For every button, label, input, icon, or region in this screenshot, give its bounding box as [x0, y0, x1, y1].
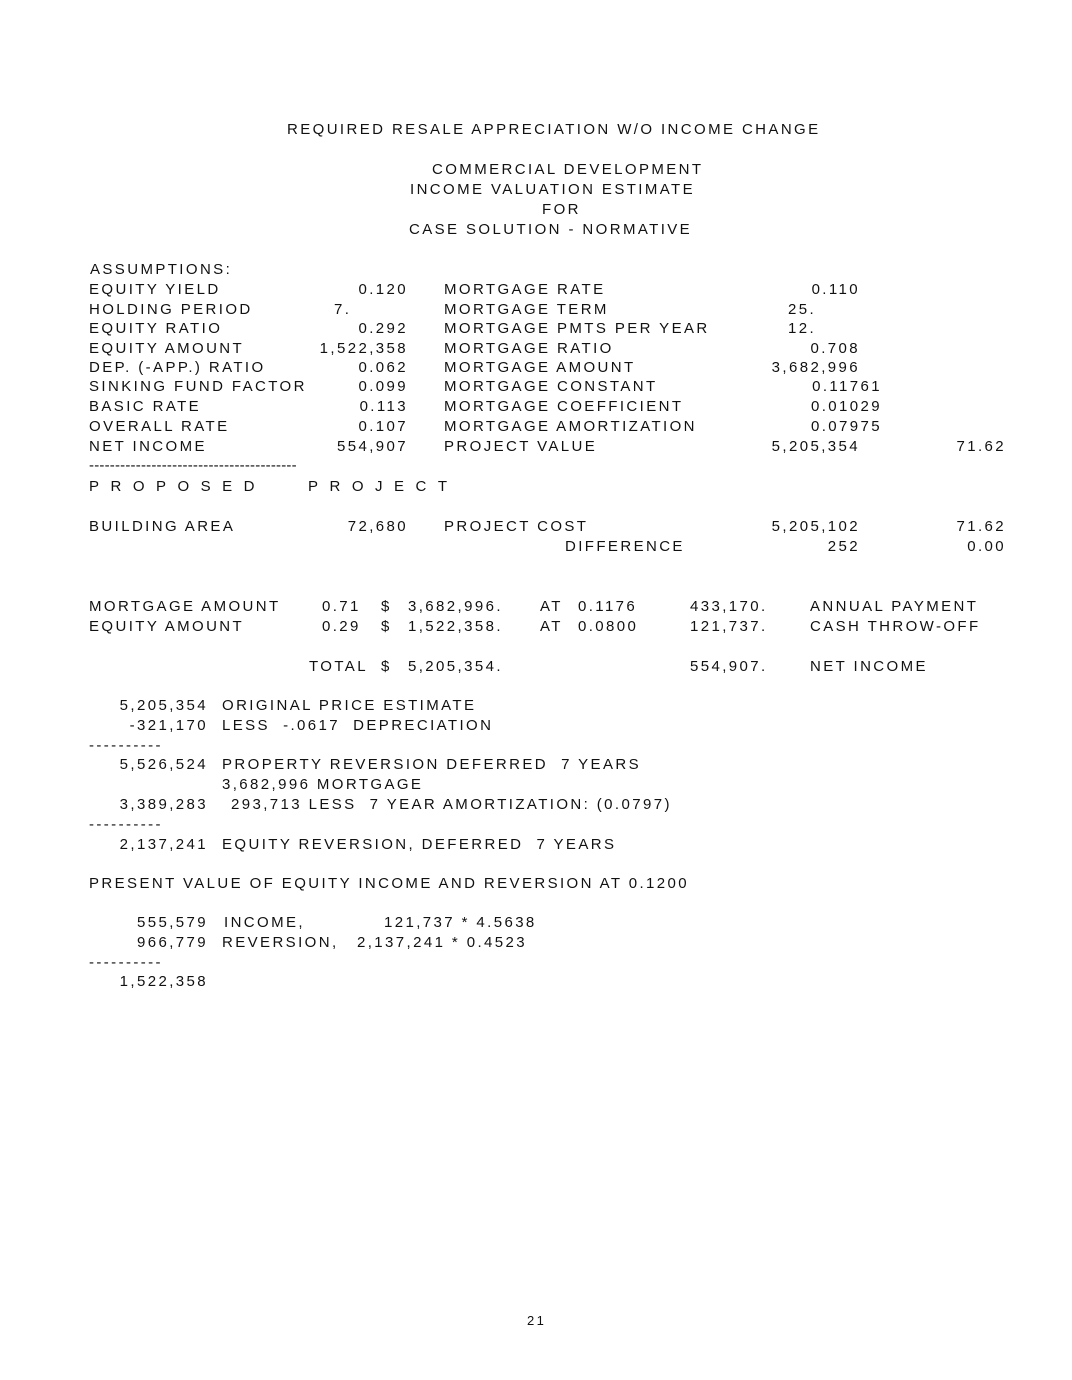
mortgage-value: 0.11761 — [812, 378, 882, 395]
mortgage-value: 0.01029 — [810, 398, 882, 415]
divider-rule: ---------- — [89, 737, 163, 754]
assumption-value: 0.292 — [358, 320, 408, 337]
mortgage-label: MORTGAGE TERM — [444, 301, 609, 318]
mortgage-value: 3,682,996 — [771, 359, 860, 376]
financing-at: AT — [540, 618, 563, 635]
pv-reversion-number: 966,779 — [136, 934, 208, 951]
building-area-label: BUILDING AREA — [89, 518, 236, 535]
financing-rate: 0.1176 — [578, 598, 638, 615]
mortgage-value: 25. — [788, 301, 817, 318]
project-cost-value: 5,205,102 — [771, 518, 860, 535]
dollar-sign: $ — [381, 618, 392, 635]
assumption-value: 7. — [334, 301, 352, 318]
report-subtitle-3: FOR — [542, 201, 581, 218]
report-subtitle-2: INCOME VALUATION ESTIMATE — [410, 181, 696, 198]
assumption-label: NET INCOME — [89, 438, 207, 455]
depreciation-number: -321,170 — [129, 717, 208, 734]
original-price-text: ORIGINAL PRICE ESTIMATE — [222, 697, 477, 714]
project-cost-label: PROJECT COST — [444, 518, 589, 535]
financing-ratio: 0.29 — [322, 618, 361, 635]
financing-desc: ANNUAL PAYMENT — [810, 598, 979, 615]
financing-label: EQUITY AMOUNT — [89, 618, 245, 635]
dollar-sign: $ — [381, 658, 392, 675]
mortgage-value: 0.110 — [811, 281, 860, 298]
assumption-value: 0.113 — [359, 398, 408, 415]
assumption-value: 1,522,358 — [319, 340, 408, 357]
assumption-value: 554,907 — [336, 438, 408, 455]
difference-value: 252 — [827, 538, 860, 555]
pv-income-number: 555,579 — [136, 914, 208, 931]
financing-label: MORTGAGE AMOUNT — [89, 598, 281, 615]
pv-reversion-label: REVERSION, — [222, 934, 339, 951]
financing-payment: 433,170. — [690, 598, 768, 615]
total-amount: 5,205,354. — [408, 658, 503, 675]
mortgage-label: MORTGAGE RATIO — [444, 340, 614, 357]
pv-income-calc: 121,737 * 4.5638 — [384, 914, 537, 931]
assumptions-heading: ASSUMPTIONS: — [90, 261, 233, 278]
report-subtitle-1: COMMERCIAL DEVELOPMENT — [432, 161, 704, 178]
mortgage-label: MORTGAGE COEFFICIENT — [444, 398, 684, 415]
assumption-label: OVERALL RATE — [89, 418, 230, 435]
assumption-label: EQUITY AMOUNT — [89, 340, 245, 357]
total-label: TOTAL — [309, 658, 368, 675]
assumption-label: HOLDING PERIOD — [89, 301, 253, 318]
divider-rule: ---------------------------------------- — [89, 457, 297, 474]
property-reversion-text: PROPERTY REVERSION DEFERRED 7 YEARS — [222, 756, 641, 773]
report-title: REQUIRED RESALE APPRECIATION W/O INCOME CHANGE — [287, 121, 821, 138]
total-desc: NET INCOME — [810, 658, 928, 675]
original-price-number: 5,205,354 — [119, 697, 208, 714]
financing-amount: 1,522,358. — [408, 618, 503, 635]
financing-payment: 121,737. — [690, 618, 768, 635]
assumption-value: 0.062 — [358, 359, 408, 376]
assumption-value: 0.099 — [358, 378, 408, 395]
dollar-sign: $ — [381, 598, 392, 615]
pv-total: 1,522,358 — [119, 973, 208, 990]
mortgage-label: MORTGAGE AMORTIZATION — [444, 418, 697, 435]
building-area-value: 72,680 — [347, 518, 408, 535]
assumption-label: EQUITY YIELD — [89, 281, 221, 298]
assumption-value: 0.120 — [358, 281, 408, 298]
financing-desc: CASH THROW-OFF — [810, 618, 981, 635]
project-value-extra: 71.62 — [956, 438, 1006, 455]
divider-rule: ---------- — [89, 954, 163, 971]
project-value: 5,205,354 — [771, 438, 860, 455]
assumption-label: DEP. (-APP.) RATIO — [89, 359, 266, 376]
financing-ratio: 0.71 — [322, 598, 361, 615]
financing-rate: 0.0800 — [578, 618, 639, 635]
project-cost-extra: 71.62 — [956, 518, 1006, 535]
present-value-heading: PRESENT VALUE OF EQUITY INCOME AND REVERSION AT 0.1200 — [89, 875, 690, 892]
pv-reversion-calc: 2,137,241 * 0.4523 — [357, 934, 527, 951]
equity-reversion-text: EQUITY REVERSION, DEFERRED 7 YEARS — [222, 836, 617, 853]
depreciation-text: LESS -.0617 DEPRECIATION — [222, 717, 494, 734]
mortgage-label: MORTGAGE RATE — [444, 281, 606, 298]
property-reversion-number: 5,526,524 — [119, 756, 208, 773]
pv-income-label: INCOME, — [224, 914, 305, 931]
mortgage-balance-text: 3,682,996 MORTGAGE — [222, 776, 424, 793]
financing-at: AT — [540, 598, 563, 615]
assumption-value: 0.107 — [358, 418, 408, 435]
mortgage-value: 0.708 — [810, 340, 860, 357]
financing-amount: 3,682,996. — [408, 598, 503, 615]
project-heading: PROJECT — [308, 478, 459, 495]
mortgage-label: MORTGAGE PMTS PER YEAR — [444, 320, 710, 337]
mortgage-value: 12. — [788, 320, 817, 337]
net-reversion-number: 3,389,283 — [119, 796, 208, 813]
assumption-label: SINKING FUND FACTOR — [89, 378, 307, 395]
mortgage-label: MORTGAGE CONSTANT — [444, 378, 658, 395]
report-subtitle-4: CASE SOLUTION - NORMATIVE — [409, 221, 693, 238]
equity-reversion-number: 2,137,241 — [119, 836, 208, 853]
mortgage-value: 0.07975 — [810, 418, 882, 435]
amortization-text: 293,713 LESS 7 YEAR AMORTIZATION: (0.0797) — [231, 796, 672, 813]
proposed-heading: PROPOSED — [89, 478, 267, 495]
difference-label: DIFFERENCE — [565, 538, 685, 555]
project-value-label: PROJECT VALUE — [444, 438, 598, 455]
assumption-label: BASIC RATE — [89, 398, 202, 415]
assumption-label: EQUITY RATIO — [89, 320, 223, 337]
page-number: 21 — [527, 1313, 547, 1328]
divider-rule: ---------- — [89, 816, 163, 833]
total-income: 554,907. — [690, 658, 768, 675]
difference-extra: 0.00 — [967, 538, 1006, 555]
mortgage-label: MORTGAGE AMOUNT — [444, 359, 636, 376]
